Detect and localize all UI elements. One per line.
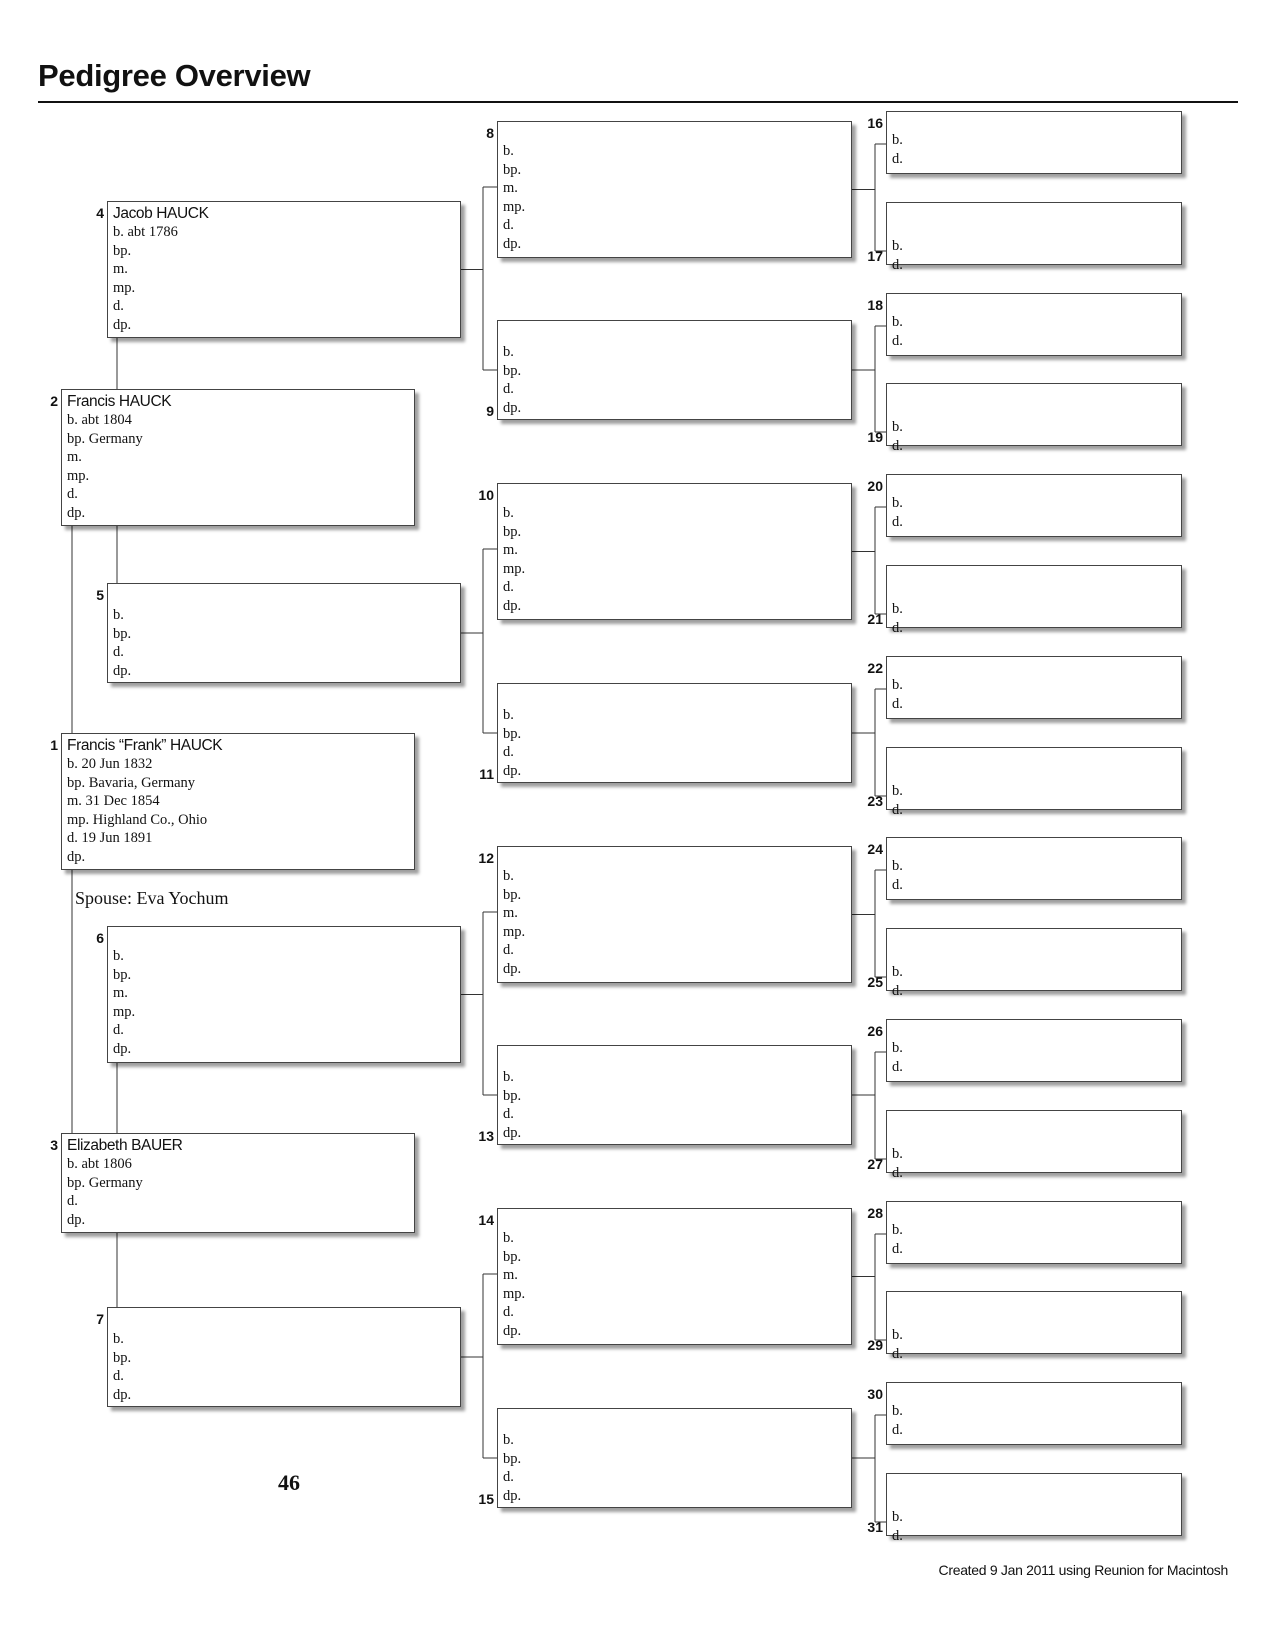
person-detail-line: bp. Germany [67,430,143,447]
person-detail-line: m. [503,180,518,196]
person-detail-line: b. [503,1069,514,1085]
person-name: Francis HAUCK [67,393,172,410]
person-box-18[interactable] [886,293,1182,356]
person-detail-line: dp. [503,762,522,779]
person-detail-line: bp. [503,362,522,379]
person-detail-line: mp. [503,198,526,215]
person-number-1: 1 [50,737,58,753]
person-number-28: 28 [867,1205,883,1221]
footer-credit: Created 9 Jan 2011 using Reunion for Macintosh [938,1562,1228,1578]
person-detail-line: d. [503,1106,514,1122]
person-detail-line: bp. Bavaria, Germany [67,774,196,791]
person-number-11: 11 [479,766,494,782]
person-detail-line: d. [892,1345,903,1362]
person-number-18: 18 [867,297,883,313]
person-detail-line: m. 31 Dec 1854 [67,793,160,809]
person-detail-line: d. [503,217,514,233]
person-detail-line: bp. [503,886,522,903]
person-box-16[interactable] [886,111,1182,174]
person-number-16: 16 [867,115,883,131]
person-number-19: 19 [867,429,883,445]
person-box-24[interactable] [886,837,1182,900]
person-detail-line: b. [892,601,903,617]
person-number-30: 30 [867,1386,883,1402]
person-detail-line: d. [67,1193,78,1209]
person-detail-line: b. [892,419,903,435]
person-detail-line: mp. [113,1003,136,1020]
person-detail-line: b. [892,677,903,693]
person-box-11[interactable] [497,683,852,783]
person-detail-line: m. [67,449,82,465]
person-detail-line: b. [892,314,903,330]
person-number-7: 7 [96,1311,104,1327]
person-detail-line: d. [503,1304,514,1320]
person-box-19[interactable] [886,383,1182,454]
person-detail-line: d. [892,1240,903,1257]
person-detail-line: d. [113,1368,124,1384]
person-number-23: 23 [867,793,883,809]
person-detail-line: dp. [503,1124,522,1141]
person-number-24: 24 [867,841,883,857]
person-box-14[interactable] [497,1208,852,1345]
person-box-21[interactable] [886,565,1182,636]
person-detail-line: d. [113,644,124,660]
person-detail-line: d. [892,801,903,818]
person-detail-line: bp. Germany [67,1174,143,1191]
person-number-5: 5 [96,587,104,603]
person-detail-line: d. [503,744,514,760]
person-detail-line: dp. [503,1322,522,1339]
person-box-29[interactable] [886,1291,1182,1362]
person-detail-line: d. [892,1421,903,1438]
person-detail-line: d. [892,876,903,893]
person-detail-line: dp. [113,662,132,679]
person-detail-line: dp. [113,1386,132,1403]
person-detail-line: d. [892,513,903,530]
person-detail-line: d. [113,298,124,314]
person-detail-line: mp. Highland Co., Ohio [67,811,208,828]
person-box-25[interactable] [886,928,1182,999]
person-detail-line: d. [503,942,514,958]
person-number-13: 13 [478,1128,494,1144]
person-box-22[interactable] [886,656,1182,719]
person-detail-line: bp. [113,1349,132,1366]
person-detail-line: bp. [503,1450,522,1467]
person-number-2: 2 [50,393,58,409]
person-number-15: 15 [478,1491,494,1507]
person-detail-line: b. abt 1804 [67,412,132,428]
person-number-12: 12 [478,850,494,866]
person-number-27: 27 [867,1156,883,1172]
person-detail-line: b. [892,858,903,874]
person-detail-line: m. [503,1267,518,1283]
person-detail-line: bp. [503,1087,522,1104]
person-detail-line: m. [113,261,128,277]
person-detail-line: b. [113,1331,124,1347]
person-detail-line: mp. [503,923,526,940]
person-detail-line: m. [503,542,518,558]
person-detail-line: dp. [113,316,132,333]
person-detail-line: bp. [503,161,522,178]
person-detail-line: d. [503,381,514,397]
person-number-31: 31 [867,1519,883,1535]
person-detail-line: b. [892,495,903,511]
person-detail-line: d. [503,579,514,595]
person-detail-line: bp. [503,523,522,540]
person-detail-line: dp. [503,235,522,252]
person-number-6: 6 [96,930,104,946]
person-number-25: 25 [867,974,883,990]
page-title: Pedigree Overview [38,58,311,93]
person-box-15[interactable] [497,1408,852,1508]
person-box-8[interactable] [497,121,852,258]
person-detail-line: d. [892,619,903,636]
person-detail-line: b. [503,1230,514,1246]
person-detail-line: d. [503,1469,514,1485]
person-box-13[interactable] [497,1045,852,1145]
person-detail-line: b. [892,238,903,254]
person-detail-line: b. [113,607,124,623]
person-detail-line: mp. [503,1285,526,1302]
person-box-23[interactable] [886,747,1182,818]
person-detail-line: dp. [67,848,86,865]
person-box-4[interactable] [107,201,461,338]
person-number-21: 21 [867,611,883,627]
person-detail-line: b. [503,707,514,723]
person-detail-line: b. abt 1806 [67,1156,132,1172]
person-detail-line: b. abt 1786 [113,224,178,240]
person-detail-line: d. [892,256,903,273]
person-detail-line: bp. [503,725,522,742]
person-detail-line: b. 20 Jun 1832 [67,756,153,772]
person-detail-line: bp. [113,242,132,259]
person-detail-line: mp. [503,560,526,577]
person-detail-line: b. [892,132,903,148]
person-box-3[interactable] [61,1133,415,1233]
person-detail-line: dp. [67,504,86,521]
person-detail-line: dp. [67,1211,86,1228]
page-number: 46 [278,1470,300,1495]
person-detail-line: d. [67,486,78,502]
person-number-9: 9 [486,403,494,419]
person-detail-line: b. [892,1327,903,1343]
person-detail-line: b. [892,1403,903,1419]
person-number-14: 14 [478,1212,494,1228]
person-detail-line: b. [503,505,514,521]
person-detail-line: bp. [503,1248,522,1265]
person-box-10[interactable] [497,483,852,620]
person-box-27[interactable] [886,1110,1182,1181]
person-detail-line: dp. [503,399,522,416]
person-detail-line: m. [113,985,128,1001]
person-box-7[interactable] [107,1307,461,1407]
person-detail-line: d. 19 Jun 1891 [67,830,153,846]
person-box-12[interactable] [497,846,852,983]
person-detail-line: b. [892,783,903,799]
person-detail-line: d. [892,982,903,999]
person-detail-line: dp. [503,597,522,614]
person-detail-line: b. [892,1146,903,1162]
person-detail-line: m. [503,905,518,921]
person-detail-line: b. [113,948,124,964]
person-detail-line: b. [892,964,903,980]
person-detail-line: mp. [113,279,136,296]
person-detail-line: d. [892,437,903,454]
person-detail-line: d. [892,332,903,349]
person-detail-line: b. [503,1432,514,1448]
spouse-label: Spouse: Eva Yochum [75,888,229,908]
person-number-26: 26 [867,1023,883,1039]
person-box-2[interactable] [61,389,415,526]
person-detail-line: b. [892,1040,903,1056]
person-number-20: 20 [867,478,883,494]
person-box-17[interactable] [886,202,1182,273]
person-detail-line: dp. [503,1487,522,1504]
person-detail-line: d. [892,150,903,167]
person-detail-line: dp. [113,1040,132,1057]
person-number-17: 17 [867,248,883,264]
person-box-20[interactable] [886,474,1182,537]
person-detail-line: mp. [67,467,90,484]
person-detail-line: b. [503,143,514,159]
person-detail-line: b. [892,1222,903,1238]
person-number-3: 3 [50,1137,58,1153]
person-detail-line: d. [892,1164,903,1181]
person-detail-line: d. [892,1058,903,1075]
person-detail-line: bp. [113,966,132,983]
person-box-9[interactable] [497,320,852,420]
person-detail-line: b. [503,344,514,360]
person-detail-line: d. [892,695,903,712]
person-number-4: 4 [96,205,104,221]
person-box-5[interactable] [107,583,461,683]
person-detail-line: b. [503,868,514,884]
person-box-6[interactable] [107,926,461,1063]
person-detail-line: dp. [503,960,522,977]
person-number-22: 22 [867,660,883,676]
person-box-30[interactable] [886,1382,1182,1445]
person-name: Jacob HAUCK [113,205,209,222]
person-box-28[interactable] [886,1201,1182,1264]
person-name: Francis “Frank” HAUCK [67,737,223,754]
person-box-26[interactable] [886,1019,1182,1082]
person-number-8: 8 [486,125,494,141]
person-detail-line: bp. [113,625,132,642]
person-box-1[interactable] [61,733,415,870]
person-box-31[interactable] [886,1473,1182,1544]
person-name: Elizabeth BAUER [67,1137,183,1154]
person-number-10: 10 [478,487,494,503]
person-detail-line: d. [892,1527,903,1544]
person-number-29: 29 [867,1337,883,1353]
person-detail-line: d. [113,1022,124,1038]
person-detail-line: b. [892,1509,903,1525]
